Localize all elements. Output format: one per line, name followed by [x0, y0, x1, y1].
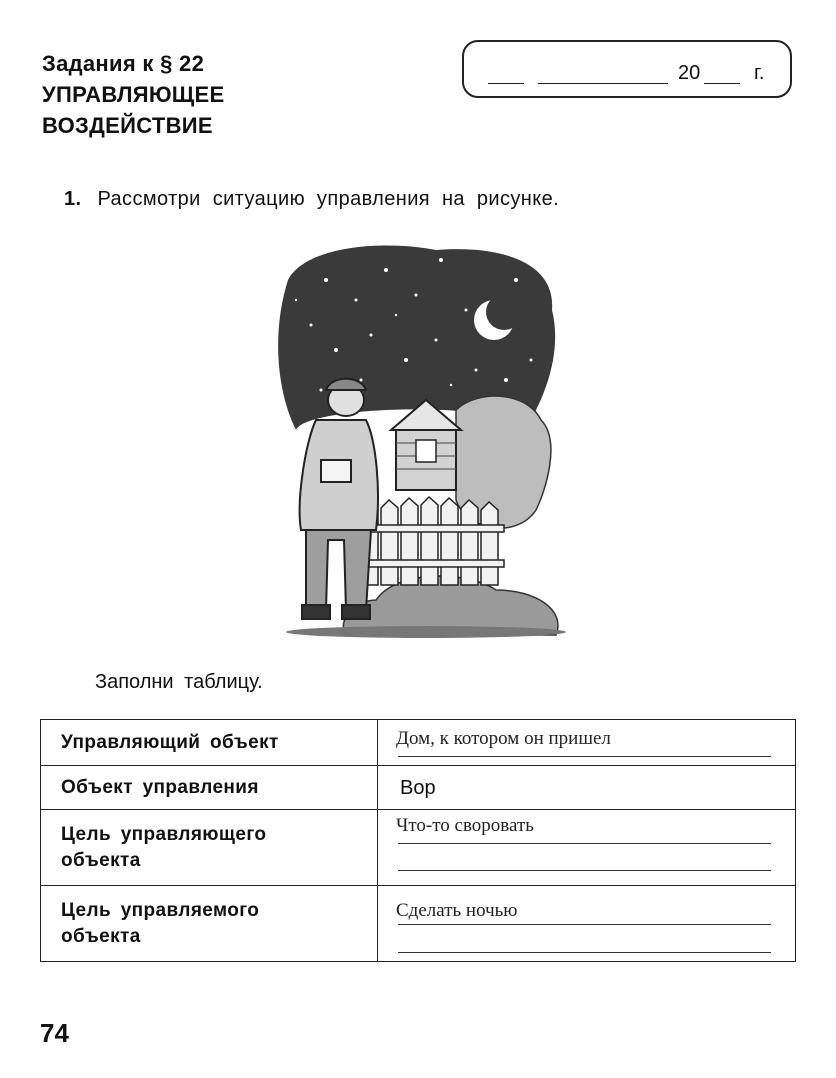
task-text: Рассмотри ситуацию управления на рисунке.: [97, 188, 560, 210]
night-scene-illustration: [266, 240, 566, 640]
answer-cell-controlled-object[interactable]: [378, 766, 796, 810]
date-field-box: [462, 40, 792, 98]
answer-cell-controlling-object[interactable]: [378, 720, 796, 766]
table-row: [41, 886, 796, 962]
answer-line: [398, 756, 771, 757]
task-number: 1.: [64, 188, 82, 210]
answer-text: Сделать ночью: [396, 900, 518, 921]
answer-cell-controlling-goal[interactable]: [378, 810, 796, 886]
heading-line-title-1: УПРАВЛЯЮЩЕЕ: [42, 82, 225, 107]
answer-text: Дом, к котором он пришел: [396, 728, 611, 749]
row-label-controlling-object: Управляющий объект: [41, 720, 378, 766]
answer-line: [398, 924, 771, 925]
answer-line: [398, 870, 771, 871]
date-year-blank[interactable]: [704, 83, 740, 84]
table-row: [41, 720, 796, 766]
date-year-suffix: г.: [754, 62, 765, 84]
row-label-line: объекта: [61, 925, 141, 947]
heading-line-task: Задания к § 22: [42, 51, 205, 76]
section-heading: [42, 48, 224, 141]
house-icon: [391, 400, 461, 490]
row-label-controlled-goal: [41, 886, 378, 962]
answer-text: Что-то своровать: [396, 815, 534, 836]
date-day-blank[interactable]: [488, 83, 524, 84]
answer-cell-controlled-goal[interactable]: [378, 886, 796, 962]
table-row: [41, 766, 796, 810]
row-label-line: объекта: [61, 849, 141, 871]
date-year-prefix: 20: [678, 62, 701, 84]
fill-instruction: Заполни таблицу.: [95, 671, 263, 693]
row-label-controlled-object: Объект управления: [41, 766, 378, 810]
answer-text: Вор: [400, 777, 436, 799]
row-label-controlling-goal: [41, 810, 378, 886]
heading-line-title-2: ВОЗДЕЙСТВИЕ: [42, 113, 213, 138]
row-label-line: Цель управляемого: [61, 899, 260, 921]
page-number: 74: [40, 1018, 69, 1048]
answer-table: [40, 719, 796, 962]
date-month-blank[interactable]: [538, 83, 668, 84]
answer-line: [398, 952, 771, 953]
row-label-line: Цель управляющего: [61, 823, 267, 845]
task-1: [64, 188, 559, 211]
answer-line: [398, 843, 771, 844]
table-row: [41, 810, 796, 886]
